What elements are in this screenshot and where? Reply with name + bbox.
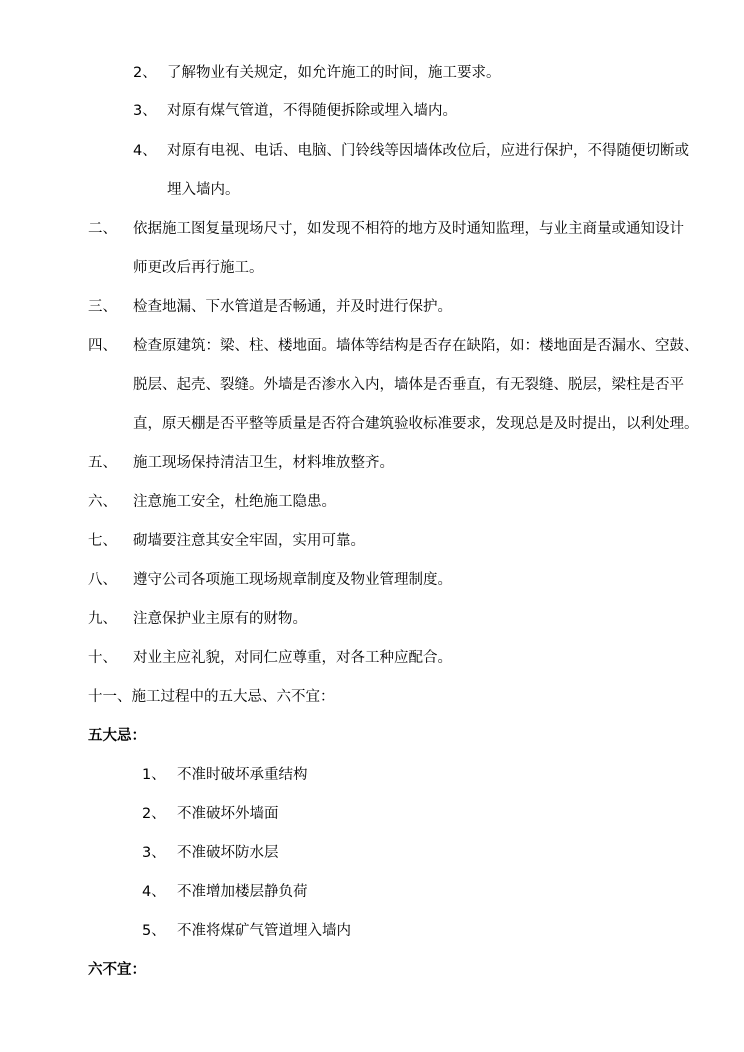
section-number: 四、 [88,338,117,354]
item-number: 2、 [142,806,166,822]
section-text: 检查地漏、下水管道是否畅通，并及时进行保护。 [133,299,452,315]
section-number: 九、 [88,611,117,627]
item-number: 5、 [142,923,166,939]
section-number: 七、 [88,533,117,549]
item-text: 不准增加楼层静负荷 [177,884,308,900]
item-text: 对原有电视、电话、电脑、门铃线等因墙体改位后，应进行保护，不得随便切断或 [167,143,689,159]
section-number: 三、 [88,299,117,315]
section-number: 六、 [88,494,117,510]
section-text: 注意施工安全，杜绝施工隐患。 [133,494,336,510]
section-text: 师更改后再行施工。 [133,260,264,276]
section-number: 十、 [88,650,117,666]
section-text: 脱层、起壳、裂缝。外墙是否渗水入内，墙体是否垂直，有无裂缝、脱层，梁柱是否平 [133,377,684,393]
item-number: 4、 [142,884,166,900]
item-number: 2、 [133,65,157,81]
section-4-continuation [133,375,684,395]
item-text: 不准破坏外墙面 [177,806,279,822]
section-text: 遵守公司各项施工现场规章制度及物业管理制度。 [133,572,452,588]
section-number: 五、 [88,455,117,471]
section-text: 依据施工图复量现场尺寸，如发现不相符的地方及时通知监理，与业主商量或通知设计 [133,221,684,237]
six-not-suitable-heading: 六不宜： [88,962,146,978]
item-text: 对原有煤气管道，不得随便拆除或埋入墙内。 [167,103,457,119]
section-number: 八、 [88,572,117,588]
item-text: 埋入墙内。 [167,182,240,198]
section-text: 十一、施工过程中的五大忌、六不宜： [88,689,335,705]
five-taboos-heading: 五大忌： [88,728,146,744]
section-text: 施工现场保持清洁卫生，材料堆放整齐。 [133,455,394,471]
section-text: 检查原建筑：梁、柱、楼地面。墙体等结构是否存在缺陷，如：楼地面是否漏水、空鼓、 [133,338,699,354]
section-text: 对业主应礼貌，对同仁应尊重，对各工种应配合。 [133,650,452,666]
section-text: 直，原天棚是否平整等质量是否符合建筑验收标准要求，发现总是及时提出，以利处理。 [133,416,699,432]
item-text: 不准破坏防水层 [177,845,279,861]
section-text: 砌墙要注意其安全牢固，实用可靠。 [133,533,365,549]
item-number: 3、 [133,103,157,119]
item-text: 不准时破坏承重结构 [177,767,308,783]
item-number: 1、 [142,767,166,783]
section-11 [88,687,335,707]
item-number: 4、 [133,143,157,159]
section-number: 二、 [88,221,117,237]
section-4-continuation [133,414,699,434]
item-text: 了解物业有关规定，如允许施工的时间，施工要求。 [167,65,501,81]
section-2-continuation [133,258,264,278]
list-item-continuation [167,180,240,200]
item-text: 不准将煤矿气管道埋入墙内 [177,923,351,939]
section-text: 注意保护业主原有的财物。 [133,611,307,627]
item-number: 3、 [142,845,166,861]
